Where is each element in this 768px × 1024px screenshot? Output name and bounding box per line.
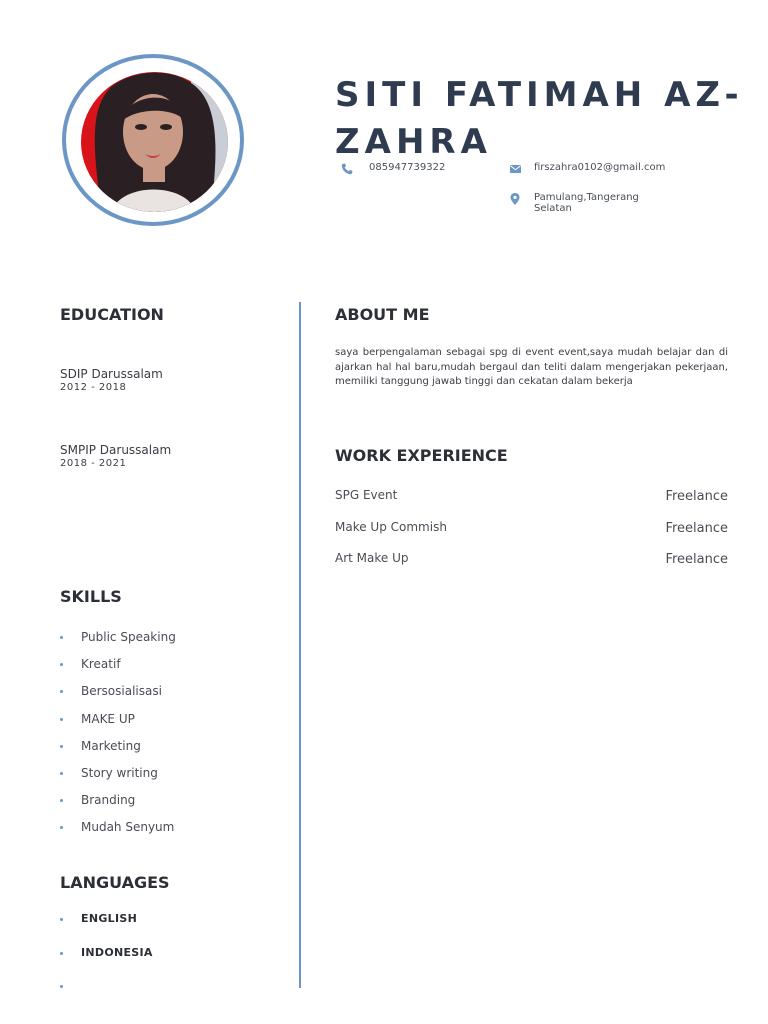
about-heading: ABOUT ME [335,305,430,324]
skill-label: Kreatif [81,657,121,672]
about-text: saya berpengalaman sebagai spg di event event,saya mudah belajar dan di ajarkan hal hal baru,mudah bergaul dan teliti dalam mengerjakan pekerjaan, memiliki tanggung jawab tinggi dan cekatan dalam bekerja [335,347,728,387]
bullet-dot [60,952,63,955]
candidate-name: SITI FATIMAH AZ-ZAHRA [335,75,744,162]
work-role: Art Make Up [335,551,409,565]
skill-label: Branding [81,793,136,808]
list-item [60,629,176,656]
education-years: 2018 - 2021 [60,458,127,469]
skill-label: Story writing [81,765,158,780]
location-text: Pamulang,Tangerang Selatan [534,192,639,214]
contact-location [510,192,660,214]
list-item [60,711,176,738]
skills-list [60,629,176,847]
map-pin-icon [510,193,524,205]
list-item [60,792,176,819]
education-years: 2012 - 2018 [60,382,127,393]
list-item [60,819,176,846]
language-label: INDONESIA [81,945,153,959]
email-address[interactable]: firszahra0102@gmail.com [534,162,666,173]
profile-photo [81,72,228,212]
profile-photo-image [81,72,228,212]
bullet-dot [60,918,63,921]
list-item [60,765,176,792]
skill-label: Mudah Senyum [81,820,175,835]
bullet-dot [60,636,63,639]
envelope-icon [510,165,524,177]
phone-icon [341,163,355,175]
list-item [60,945,153,979]
work-role: Make Up Commish [335,520,447,534]
bullet-dot [60,718,63,721]
work-type: Freelance [665,552,728,567]
contact-email [510,162,665,177]
work-row [335,520,728,538]
education-heading: EDUCATION [60,305,164,324]
column-divider [299,302,301,988]
list-item [60,978,153,1012]
skill-label: Bersosialisasi [81,684,162,699]
skill-label: Public Speaking [81,630,176,644]
work-heading: WORK EXPERIENCE [335,446,508,465]
list-item [60,683,176,710]
languages-list [60,911,153,1012]
skill-label: MAKE UP [81,711,135,726]
skill-label: Marketing [81,738,141,753]
work-role: SPG Event [335,488,398,502]
work-type: Freelance [665,489,728,504]
bullet-dot [60,690,63,693]
bullet-dot [60,745,63,748]
work-row [335,551,728,569]
bullet-dot [60,663,63,666]
education-school: SMPIP Darussalam [60,443,172,457]
bullet-dot [60,826,63,829]
bullet-dot [60,985,63,988]
work-row [335,488,728,506]
list-item [60,911,153,945]
work-type: Freelance [665,521,728,536]
phone-number[interactable]: 085947739322 [369,162,446,173]
bullet-dot [60,772,63,775]
skills-heading: SKILLS [60,587,122,606]
list-item [60,656,176,683]
language-label: ENGLISH [81,912,138,925]
bullet-dot [60,799,63,802]
languages-heading: LANGUAGES [60,873,170,892]
list-item [60,738,176,765]
contact-phone [341,162,445,175]
education-school: SDIP Darussalam [60,367,163,381]
